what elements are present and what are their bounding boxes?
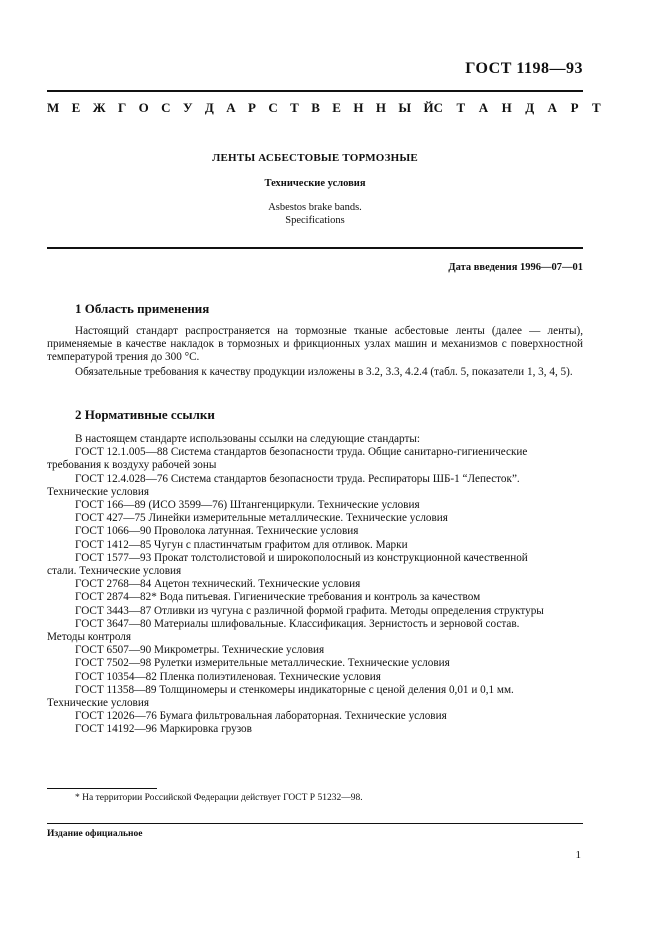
- interstate-letter: Ы: [398, 100, 412, 115]
- section-1-paragraph-1: Настоящий стандарт распространяется на тормозные тканые асбестовые ленты (далее — ленты), применяемые в качестве накладок в тормозных и фрикционных узлах машин и механизмов с поверхностной температурой трения до 300 °С.: [47, 325, 583, 363]
- interstate-letter: В: [311, 100, 320, 115]
- document-subtitle: Технические условия: [264, 178, 366, 189]
- references-list: [47, 433, 583, 737]
- interstate-letter: Р: [570, 100, 579, 115]
- bottom-rule: [47, 823, 583, 824]
- interstate-letter: Е: [71, 100, 81, 115]
- interstate-letter: Т: [290, 100, 299, 115]
- title-rule: [47, 247, 583, 249]
- reference-line: ГОСТ 14192—96 Маркировка грузов: [75, 723, 252, 736]
- reference-line: ГОСТ 12.4.028—76 Система стандартов безопасности труда. Респираторы ШБ-1 “Лепесток”.: [75, 472, 520, 485]
- interstate-standard-heading: [47, 100, 601, 116]
- interstate-letter: О: [138, 100, 149, 115]
- english-title: [47, 201, 583, 227]
- reference-line: стали. Технические условия: [47, 565, 182, 578]
- reference-line: Технические условия: [47, 697, 149, 710]
- interstate-letter: Н: [501, 100, 512, 115]
- footnote-rule: [47, 788, 157, 789]
- reference-line: требования к воздуху рабочей зоны: [47, 459, 217, 472]
- interstate-letter: Й: [423, 100, 434, 115]
- reference-line: Методы контроля: [47, 631, 132, 644]
- reference-line: ГОСТ 427—75 Линейки измерительные металлические. Технические условия: [75, 512, 448, 525]
- interstate-letter: Р: [248, 100, 256, 115]
- interstate-letter: Ж: [92, 100, 106, 115]
- english-title-line-2: Specifications: [285, 215, 345, 226]
- reference-line: ГОСТ 3443—87 Отливки из чугуна с различной формой графита. Методы определения структуры: [75, 604, 544, 617]
- interstate-letter: С: [268, 100, 278, 115]
- reference-line: ГОСТ 12026—76 Бумага фильтровальная лабораторная. Технические условия: [75, 710, 447, 723]
- page-number: 1: [575, 849, 581, 861]
- official-edition-label: Издание официальное: [47, 829, 143, 839]
- interstate-letter: Н: [375, 100, 386, 115]
- interstate-word-1: [47, 100, 434, 116]
- reference-line: ГОСТ 6507—90 Микрометры. Технические условия: [75, 644, 325, 657]
- reference-line: В настоящем стандарте использованы ссылки на следующие стандарты:: [75, 433, 420, 445]
- interstate-letter: Д: [525, 100, 535, 115]
- reference-line: ГОСТ 1577—93 Прокат толстолистовой и широкополосный из конструкционной качественной: [75, 551, 528, 564]
- interstate-letter: Т: [592, 100, 601, 115]
- document-title: ЛЕНТЫ АСБЕСТОВЫЕ ТОРМОЗНЫЕ: [212, 152, 418, 164]
- reference-line: ГОСТ 12.1.005—88 Система стандартов безопасности труда. Общие санитарно-гигиенические: [75, 446, 528, 459]
- reference-line: ГОСТ 2874—82* Вода питьевая. Гигиенические требования и контроль за качеством: [75, 591, 481, 604]
- interstate-word-2: [434, 100, 601, 116]
- english-title-line-1: Asbestos brake bands.: [268, 202, 362, 213]
- reference-line: ГОСТ 7502—98 Рулетки измерительные металлические. Технические условия: [75, 657, 450, 670]
- document-number: ГОСТ 1198—93: [465, 60, 583, 77]
- interstate-letter: Г: [117, 100, 127, 115]
- reference-line: Технические условия: [47, 485, 149, 498]
- interstate-letter: А: [478, 100, 489, 115]
- reference-line: ГОСТ 3647—80 Материалы шлифовальные. Классификация. Зернистость и зерновой состав.: [75, 617, 520, 630]
- top-rule: [47, 90, 583, 92]
- section-1-heading: 1 Область применения: [75, 301, 210, 316]
- introduction-date: Дата введения 1996—07—01: [448, 262, 583, 273]
- reference-line: ГОСТ 166—89 (ИСО 3599—76) Штангенциркули. Технические условия: [75, 499, 420, 512]
- section-1-paragraph-2: Обязательные требования к качеству продукции изложены в 3.2, 3.3, 4.2.4 (табл. 5, показатели 1, 3, 4, 5).: [75, 366, 573, 378]
- interstate-letter: А: [547, 100, 558, 115]
- interstate-letter: Е: [332, 100, 341, 115]
- section-2-heading: 2 Нормативные ссылки: [75, 407, 215, 422]
- reference-line: ГОСТ 1066—90 Проволока латунная. Технические условия: [75, 525, 359, 538]
- reference-line: ГОСТ 10354—82 Пленка полиэтиленовая. Технические условия: [75, 670, 381, 683]
- interstate-letter: М: [47, 100, 60, 115]
- interstate-letter: С: [161, 100, 171, 115]
- interstate-letter: Д: [204, 100, 214, 115]
- interstate-letter: Н: [353, 100, 364, 115]
- reference-line: ГОСТ 1412—85 Чугун с пластинчатым графитом для отливок. Марки: [75, 538, 408, 551]
- reference-line: ГОСТ 2768—84 Ацетон технический. Технические условия: [75, 578, 361, 591]
- interstate-letter: А: [226, 100, 236, 115]
- interstate-letter: С: [433, 100, 444, 115]
- footnote: * На территории Российской Федерации действует ГОСТ Р 51232—98.: [75, 793, 363, 803]
- interstate-letter: Т: [456, 100, 466, 115]
- reference-line: ГОСТ 11358—89 Толщиномеры и стенкомеры индикаторные с ценой деления 0,01 и 0,1 мм.: [75, 683, 514, 696]
- interstate-letter: У: [182, 100, 193, 115]
